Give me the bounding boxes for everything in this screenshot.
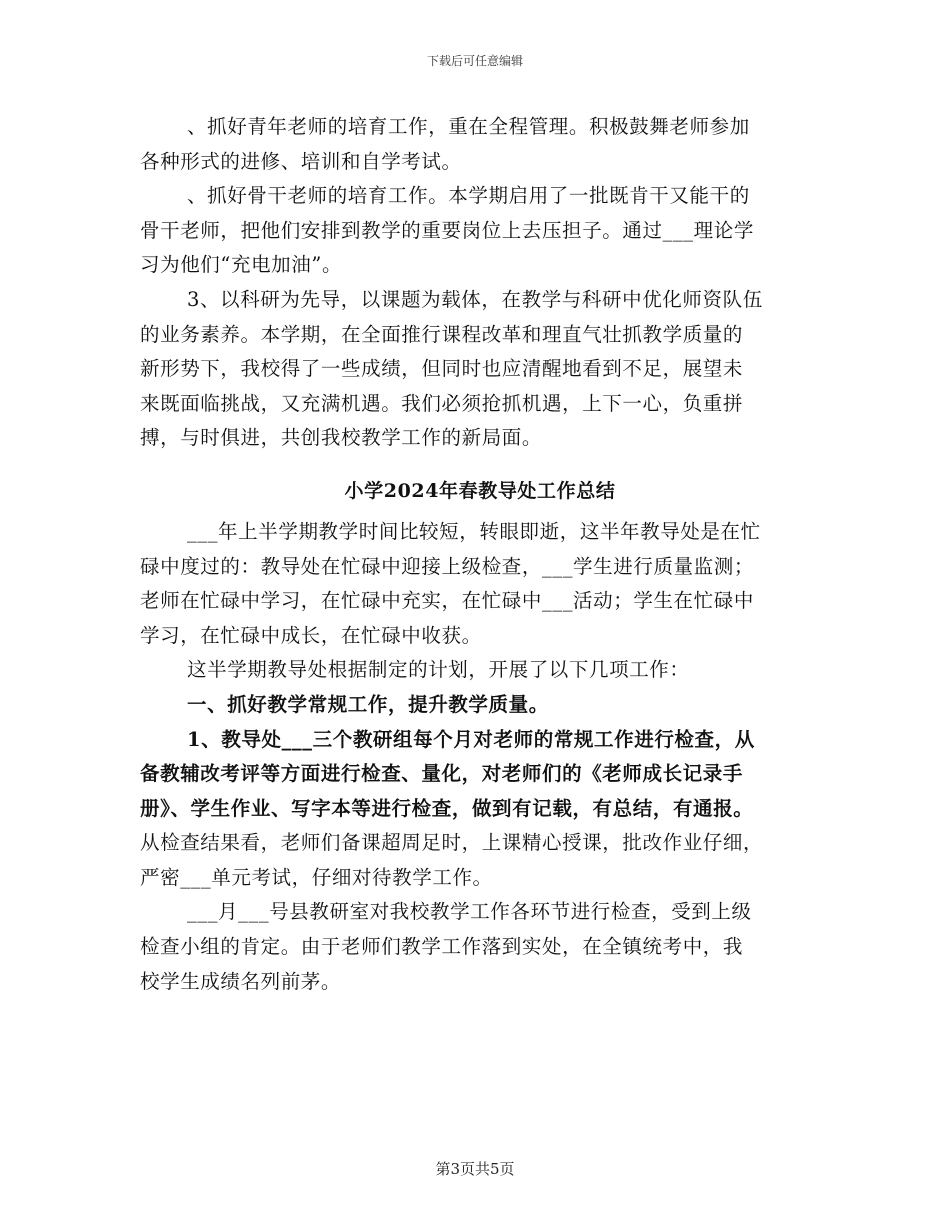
paragraph-line: 这半学期教导处根据制定的计划，开展了以下几项工作： [187,658,690,682]
paragraph-line: 搏，与时俱进，共创我校教学工作的新局面。 [140,426,543,450]
paragraph-line: 检查小组的肯定。由于老师们教学工作落到实处，在全镇统考中，我 [140,935,744,959]
paragraph-line: 的业务素养。本学期，在全面推行课程改革和理直气壮抓教学质量的 [140,322,744,346]
paragraph-line: 从检查结果看，老师们备课超周足时，上课精心授课，批改作业仔细， [140,831,764,855]
document-body [140,110,820,999]
paragraph-line: 习为他们“充电加油”。 [140,253,343,277]
paragraph-line-bold: 1、教导处___三个教研组每个月对老师的常规工作进行检查，从 [187,727,755,751]
paragraph-line: 校学生成绩名列前茅。 [140,969,342,993]
paragraph-line: ___月___号县教研室对我校教学工作各环节进行检查，受到上级 [187,900,752,924]
paragraph-line: 老师在忙碌中学习，在忙碌中充实，在忙碌中___活动；学生在忙碌中 [140,589,754,613]
paragraph-line-bold: 备教辅改考评等方面进行检查、量化，对老师们的《老师成长记录手 [140,762,744,786]
paragraph-line: 、抓好青年老师的培育工作，重在全程管理。积极鼓舞老师参加 [187,115,750,138]
paragraph-line: 来既面临挑战，又充满机遇。我们必须抢抓机遇，上下一心，负重拼 [140,391,744,415]
paragraph-line: 学习，在忙碌中成长，在忙碌中收获。 [140,623,482,647]
paragraph-line: 3、以科研为先导，以课题为载体，在教学与科研中优化师资队伍 [187,287,763,311]
paragraph-line: 新形势下，我校得了一些成绩，但同时也应清醒地看到不足，展望未 [140,357,744,381]
page-number: 第3页共5页 [435,1160,515,1178]
paragraph-line: 碌中度过的：教导处在忙碌中迎接上级检查，___学生进行质量监测； [140,554,754,578]
paragraph-line: 骨干老师，把他们安排到教学的重要岗位上去压担子。通过___理论学 [140,218,754,242]
paragraph-line: 、抓好骨干老师的培育工作。本学期启用了一批既肯干又能干的 [187,184,750,208]
section-heading: 一、抓好教学常规工作，提升教学质量。 [187,692,549,716]
paragraph-line: 各种形式的进修、培训和自学考试。 [140,149,462,173]
section-title: 小学2024年春教导处工作总结 [344,479,616,502]
paragraph-line: ___年上半学期教学时间比较短，转眼即逝，这半年教导处是在忙 [187,519,761,543]
page-header: 下载后可任意编辑 [426,54,523,68]
paragraph-line-bold: 册》、学生作业、写字本等进行检查，做到有记载，有总结，有通报。 [140,796,754,820]
paragraph-line: 严密___单元考试，仔细对待教学工作。 [140,865,493,889]
